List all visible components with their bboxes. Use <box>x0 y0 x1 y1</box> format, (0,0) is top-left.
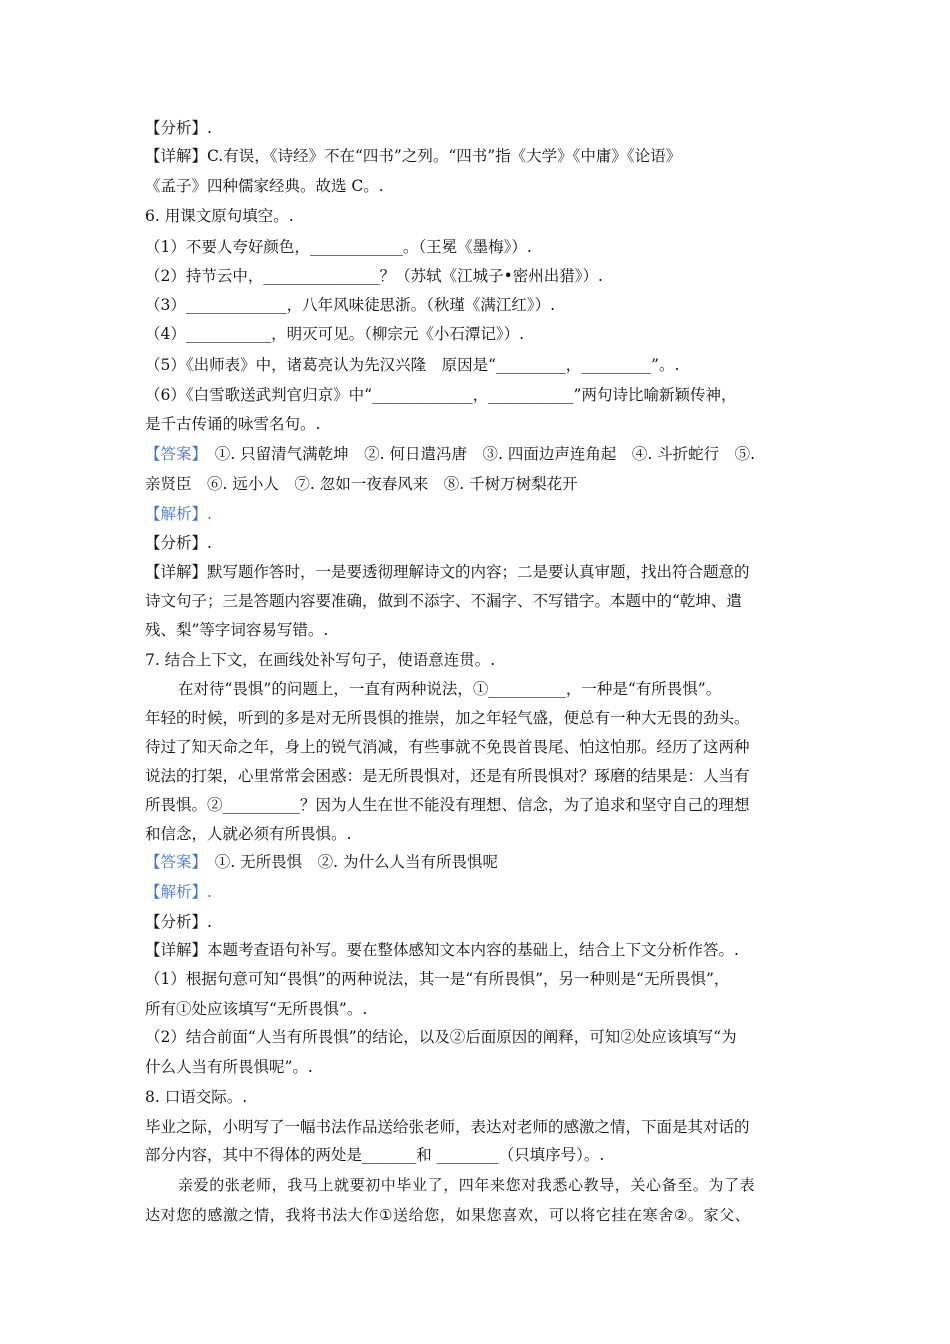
explanation-line: 诗文句子；三是答题内容要准确，做到不添字、不漏字、不写错字。本题中的“乾坤、遣 <box>145 592 742 610</box>
question-6-item: （3）_____________，八年风味徒思浙。（秋瑾《满江红》）. <box>145 296 556 314</box>
explanation-line: 所有①处应该填写“无所畏惧”。. <box>145 1000 368 1018</box>
question-7-passage: 在对待“畏惧”的问题上，一直有两种说法，①__________，一种是“有所畏惧”。 <box>178 680 722 698</box>
explanation-line: 【详解】C.有误，《诗经》不在“四书”之列。“四书”指《大学》《中庸》《论语》 <box>145 147 682 165</box>
explanation-line: （2）结合前面“人当有所畏惧”的结论，以及②后面原因的阐释，可知②处应该填写“为 <box>145 1028 737 1046</box>
answer-tag: 【答案】 <box>145 445 200 463</box>
question-6-item: （6）《白雪歌送武判官归京》中“_____________，___________”两句诗比喻新颖传神， <box>145 386 737 404</box>
answer-line: 【答案】 ①. 无所畏惧 ②. 为什么人当有所畏惧呢 <box>145 853 498 871</box>
question-7-passage: 说法的打架，心里常常会困惑：是无所畏惧对，还是有所畏惧对？琢磨的结果是：人当有 <box>145 767 750 785</box>
question-8-dialogue: 亲爱的张老师，我马上就要初中毕业了，四年来您对我悉心教导，关心备至。为了表 <box>178 1176 756 1194</box>
question-6-item: 是千古传诵的咏雪名句。. <box>145 415 321 433</box>
question-7-passage: 所畏惧。②__________？因为人生在世不能没有理想、信念，为了追求和坚守自己的理想 <box>145 796 750 814</box>
answer-line: 亲贤臣 ⑥. 远小人 ⑦. 忽如一夜春风来 ⑧. 千树万树梨花开 <box>145 475 578 493</box>
analysis-heading: 【分析】. <box>145 119 212 137</box>
question-8-title: 8. 口语交际。. <box>145 1088 248 1106</box>
question-8-prompt: 毕业之际，小明写了一幅书法作品送给张老师，表达对老师的感激之情，下面是其对话的 <box>145 1118 750 1136</box>
analysis-heading: 【分析】. <box>145 913 212 931</box>
question-8-prompt: 部分内容，其中不得体的两处是_______和 ________（只填序号）。. <box>145 1146 605 1164</box>
analysis-heading: 【分析】. <box>145 534 212 552</box>
answer-tag: 【答案】 <box>145 853 200 871</box>
question-6-item: （2）持节云中，_______________？（苏轼《江城子•密州出猎》）. <box>145 267 603 285</box>
explanation-line: 残、梨”等字词容易写错。. <box>145 621 329 639</box>
explanation-line: 《孟子》四种儒家经典。故选 C。. <box>145 177 384 195</box>
question-7-title: 7. 结合上下文，在画线处补写句子，使语意连贯。. <box>145 651 496 669</box>
explanation-line: 什么人当有所畏惧呢”。. <box>145 1058 313 1076</box>
question-8-dialogue: 达对您的感激之情，我将书法大作①送给您，如果您喜欢，可以将它挂在寒舍②。家父、 <box>145 1206 751 1224</box>
explanation-line: 【详解】默写题作答时，一是要透彻理解诗文的内容；二是要认真审题，找出符合题意的 <box>145 563 750 581</box>
question-7-passage: 年轻的时候，听到的多是对无所畏惧的推崇，加之年轻气盛，便总有一种大无畏的劲头。 <box>145 709 750 727</box>
jiexi-heading: 【解析】. <box>145 883 212 901</box>
question-6-item: （5）《出师表》中，诸葛亮认为先汉兴隆 原因是“_________，_________”。. <box>145 356 680 374</box>
question-6-title: 6. 用课文原句填空。. <box>145 207 294 225</box>
explanation-line: （1）根据句意可知“畏惧”的两种说法，其一是“有所畏惧”，另一种则是“无所畏惧”， <box>145 970 730 988</box>
explanation-line: 【详解】本题考查语句补写。要在整体感知文本内容的基础上，结合上下文分析作答。. <box>145 941 739 959</box>
answer-line: 【答案】 ①. 只留清气满乾坤 ②. 何日遣冯唐 ③. 四面边声连角起 ④. 斗折蛇行 ⑤. <box>145 445 756 463</box>
question-6-item: （1）不要人夸好颜色，____________。（王冕《墨梅》）. <box>145 238 532 256</box>
jiexi-heading: 【解析】. <box>145 505 212 523</box>
question-6-item: （4）___________，明灭可见。（柳宗元《小石潭记》）. <box>145 325 525 343</box>
question-7-passage: 待过了知天命之年，身上的锐气消减，有些事就不免畏首畏尾、怕这怕那。经历了这两种 <box>145 738 750 756</box>
question-7-passage: 和信念，人就必须有所畏惧。. <box>145 825 352 843</box>
